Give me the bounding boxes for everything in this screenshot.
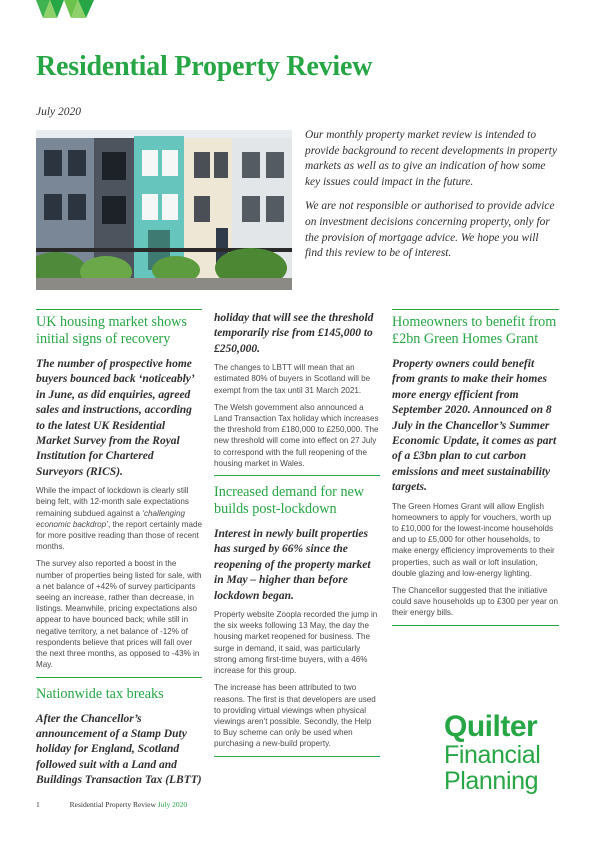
column-3 bbox=[392, 314, 559, 634]
section-rule bbox=[214, 756, 380, 757]
body-paragraph: Property website Zoopla recorded the jump in the six weeks following 13 May, the day the housing market reopened for business. The surge in demand, it said, was particularly strong among first-time buyers, with a 46% increase for this group. bbox=[214, 610, 378, 676]
footer-title: Residential Property Review bbox=[69, 800, 156, 809]
column-rule-3 bbox=[392, 309, 559, 310]
intro-paragraph: Our monthly property market review is intended to provide background to recent developments in property markets as well as to give an indication of how some key issues could impact in the future. bbox=[305, 129, 557, 188]
lead-continued: holiday that will see the threshold temporarily rise from £145,000 to £250,000. bbox=[214, 312, 374, 355]
body-paragraph: The Green Homes Grant will allow English homeowners to apply for vouchers, worth up to £10,000 for the lowest-income households and up to £5,000 for other households, to make energy efficiency improvements to their properties, such as wall or loft insulation, double glazing and low-energy lighting. bbox=[392, 501, 555, 578]
issue-date: July 2020 bbox=[36, 106, 82, 118]
logo-line-3: Planning bbox=[444, 767, 539, 795]
intro-paragraph: We are not responsible or authorised to provide advice on investment decisions concerning property, only for the provision of mortgage advice. We hope you will find this review to be of interest. bbox=[305, 200, 555, 260]
body-paragraph: The Chancellor suggested that the initiative could save households up to £300 per year on their energy bills. bbox=[392, 586, 559, 618]
section-rule bbox=[392, 625, 559, 626]
heading-nationwide-tax-breaks: Nationwide tax breaks bbox=[36, 685, 164, 702]
header-chevron-band bbox=[36, 0, 94, 18]
body-paragraph: While the impact of lockdown is clearly still being felt, with 12-month sale expectations remaining subdued against a ‘challenging economic backdrop’, the report certainly made for more positive reading than those of recent months. bbox=[36, 486, 203, 552]
heading-new-builds: Increased demand for new builds post-lockdown bbox=[214, 484, 365, 518]
column-1 bbox=[36, 314, 202, 794]
lead-nationwide-tax-breaks: After the Chancellor’s announcement of a Stamp Duty holiday for England, Scotland followed suit with a Land and Buildings Transaction Tax (LBTT) bbox=[36, 712, 202, 787]
logo-line-2: Financial bbox=[444, 741, 541, 769]
page-title: Residential Property Review bbox=[36, 51, 373, 82]
intro-text bbox=[305, 128, 559, 271]
body-paragraph: The survey also reported a boost in the number of properties being listed for sale, with a net balance of +42% of survey participants seeing an increase, rather than decrease, in listings. Meanwhile, pricing expectations also appear to have bounced back; while still in negative territory, a net balance of -12% of respondents believe that prices will fall over the next three months, as opposed to -43% in May. bbox=[36, 559, 202, 670]
footer-month: July 2020 bbox=[157, 800, 188, 809]
lead-uk-housing-market: The number of prospective home buyers bounced back ‘noticeably’ in June, as did enquiries, agreed sales and instructions, according to the latest UK Residential Market Survey from the Royal Institution for Chartered Surveyors (RICS). bbox=[36, 358, 194, 478]
body-paragraph: The increase has been attributed to two reasons. The first is that developers are used to providing virtual viewings when physical viewings aren’t possible. Secondly, the Help to Buy scheme can only be used when purchasing a new-build property. bbox=[214, 683, 376, 749]
body-paragraph: The Welsh government also announced a Land Transaction Tax holiday which increases the threshold from £180,000 to £250,000. The new threshold will come into effect on 27 July to correspond with the full reopening of the housing market in Wales. bbox=[214, 402, 379, 468]
body-paragraph: The changes to LBTT will mean that an estimated 80% of buyers in Scotland will be exempt from the tax until 31 March 2021. bbox=[214, 363, 371, 395]
heading-uk-housing-market: UK housing market shows initial signs of recovery bbox=[36, 314, 187, 347]
column-2 bbox=[214, 311, 380, 765]
column-rule-1 bbox=[36, 309, 202, 310]
lead-green-homes-grant: Property owners could benefit from grants to make their homes more energy efficient from September 2020. Announced on 8 July in the Chancellor’s Summer Economic Update, it comes as part of a £3bn plan to cut carbon emissions and meet sustainability targets. bbox=[392, 358, 557, 494]
lead-new-builds: Interest in newly built properties has surged by 66% since the reopening of the property market in May – higher than before lockdown began. bbox=[214, 528, 371, 602]
page-footer bbox=[36, 800, 187, 809]
terraced-houses-photo bbox=[36, 130, 292, 290]
logo-line-1: Quilter bbox=[444, 710, 538, 743]
section-rule bbox=[214, 475, 380, 476]
section-rule bbox=[36, 677, 202, 678]
page-number: 1 bbox=[36, 800, 40, 809]
heading-green-homes-grant: Homeowners to benefit from £2bn Green Homes Grant bbox=[392, 314, 557, 347]
quilter-logo bbox=[444, 712, 564, 794]
